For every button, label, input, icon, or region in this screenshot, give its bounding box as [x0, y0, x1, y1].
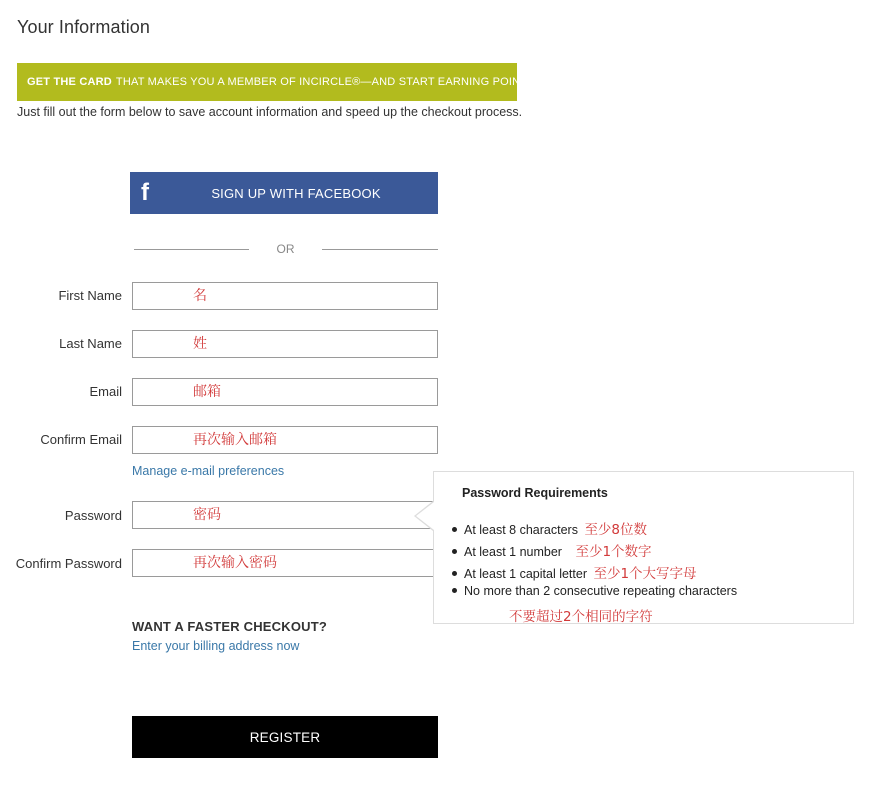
- confirm-password-label: Confirm Password: [15, 556, 122, 571]
- password-requirements-title: Password Requirements: [462, 486, 608, 500]
- facebook-signup-button[interactable]: [130, 172, 438, 214]
- requirement-text: At least 1 capital letter: [464, 567, 587, 581]
- confirm-email-input[interactable]: [132, 426, 438, 454]
- requirement-item: [452, 518, 647, 538]
- bullet-icon: [452, 571, 457, 576]
- or-divider-text: OR: [276, 242, 295, 256]
- first-name-input[interactable]: [132, 282, 438, 310]
- email-label: Email: [89, 384, 122, 399]
- last-name-label: Last Name: [59, 336, 122, 351]
- billing-address-link[interactable]: Enter your billing address now: [132, 639, 300, 653]
- page-title: Your Information: [17, 17, 151, 37]
- facebook-signup-label: SIGN UP WITH FACEBOOK: [211, 185, 381, 201]
- requirement-item: [452, 584, 737, 598]
- manage-email-preferences-link[interactable]: Manage e-mail preferences: [132, 464, 285, 478]
- last-name-input[interactable]: [132, 330, 438, 358]
- password-input[interactable]: [132, 501, 438, 529]
- requirement-item: [452, 562, 697, 582]
- email-input[interactable]: [132, 378, 438, 406]
- requirement-note: 至少1个大写字母: [593, 566, 697, 582]
- faster-checkout-heading: WANT A FASTER CHECKOUT?: [132, 619, 328, 634]
- promo-text: THAT MAKES YOU A MEMBER OF INCIRCLE®—AND START EARNING POINTS: [115, 76, 535, 88]
- first-name-label: First Name: [58, 288, 122, 303]
- facebook-f-icon: f: [141, 179, 149, 206]
- bullet-icon: [452, 588, 457, 593]
- requirement-text: At least 8 characters: [464, 523, 578, 537]
- requirement-note: 不要超过2个相同的字符: [509, 609, 653, 625]
- bullet-icon: [452, 549, 457, 554]
- requirement-note: 至少8位数: [584, 522, 648, 538]
- requirement-text: At least 1 number: [464, 545, 562, 559]
- tooltip-arrow: [416, 502, 434, 530]
- password-label: Password: [64, 508, 122, 523]
- or-divider-line-right: [322, 249, 438, 250]
- requirement-text: No more than 2 consecutive repeating characters: [464, 584, 738, 598]
- chevron-right-icon: [539, 79, 543, 85]
- get-the-card-banner[interactable]: [17, 63, 535, 101]
- promo-strong-text: GET THE CARD: [27, 76, 112, 88]
- or-divider-line-left: [134, 249, 249, 250]
- intro-text: Just fill out the form below to save account information and speed up the checkout process.: [17, 105, 523, 119]
- requirement-item: [452, 540, 652, 560]
- requirement-note: 至少1个数字: [575, 544, 652, 560]
- confirm-password-input[interactable]: [132, 549, 438, 577]
- confirm-email-label: Confirm Email: [40, 432, 122, 447]
- bullet-icon: [452, 527, 457, 532]
- register-button[interactable]: REGISTER: [132, 716, 438, 758]
